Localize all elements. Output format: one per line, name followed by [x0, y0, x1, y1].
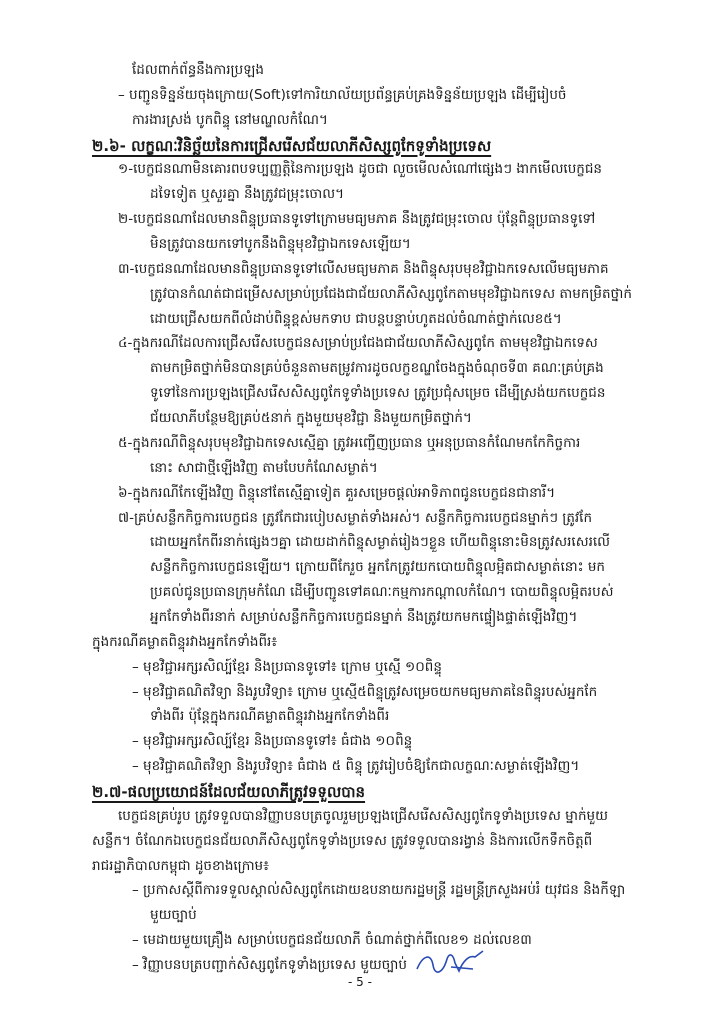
intro-line: – បញ្ជូនទិន្នន័យចុងក្រោយ(Soft)ទៅការិយាល័យប្រព័ន្ធគ្រប់គ្រងទិន្នន័យប្រឡង ដើម្បីរៀបចំ — [118, 86, 567, 103]
paragraph-line: សន្លឹកកិច្ចការបេក្ខជនឡើយ។ ក្រោយពីកែរួច អ្នកកែត្រូវយកបោយពិន្ទុលម្អិតជាសម្ងាត់នោះ មក — [150, 559, 605, 576]
paragraph-line: នោះ សាជាថ្មីឡើងវិញ តាមបែបកំណែសម្ងាត់។ — [150, 459, 378, 476]
bullet-line: – មុខវិជ្ជាគណិតវិទ្យា និងរូបវិទ្យា៖ ក្រោម ឬស្មើ៥ពិន្ទុត្រូវសម្រេចយកមធ្យមភាគនៃពិន្ទុរបស់អ្នកកែ — [132, 683, 598, 700]
page-number: - 5 - — [348, 975, 372, 989]
paragraph-line: អ្នកកែទាំងពីរនាក់ សម្រាប់សន្លឹកកិច្ចការបេក្ខជនម្នាក់ នឹងត្រូវយកមកផ្ទៀងផ្ទាត់ឡើងវិញ។ — [150, 608, 578, 625]
paragraph-line: ១-បេក្ខជនណាមិនគោរពបទប្បញ្ញត្តិនៃការប្រឡង ដូចជា លួចមើលសំណៅផ្សេងៗ ងាកមើលបេក្ខជន — [118, 161, 602, 178]
signature-icon — [413, 947, 488, 977]
signature-stroke — [417, 951, 483, 972]
paragraph-line: ទាំងពីរ ប៉ុន្តែក្នុងករណីគម្លាតពិន្ទុរវាងអ្នកកែទាំងពីរ — [150, 708, 390, 725]
paragraph-line: ៦-ក្នុងករណីកែឡើងវិញ ពិន្ទុនៅតែស្មើគ្នាទៀត គួរសម្រេចផ្តល់អាទិភាពជូនបេក្ខជនជានារី។ — [118, 484, 556, 501]
paragraph-line: រាជរដ្ឋាភិបាលកម្ពុជា ដូចខាងក្រោម៖ — [92, 857, 270, 874]
paragraph-line: ក្នុងករណីគម្លាតពិន្ទុរវាងអ្នកកែទាំងពីរ៖ — [92, 633, 278, 650]
paragraph-line: ដទៃទៀត ឬសួរគ្នា នឹងត្រូវជម្រុះចោល។ — [150, 186, 345, 203]
intro-line: ការងារស្រង់ បូកពិន្ទុ នៅមណ្ឌលកំណែ។ — [132, 111, 328, 128]
section-heading-2-6: ២.៦- លក្ខណៈវិនិច្ឆ័យនៃការជ្រើសរើសជ័យលាភីសិស្សពូកែទូទាំងប្រទេស — [92, 136, 492, 155]
intro-line: ដែលពាក់ព័ន្ធនឹងការប្រឡង — [132, 62, 264, 78]
paragraph-line: បេក្ខជនគ្រប់រូប ត្រូវទទួលបានវិញ្ញាបនបត្រចូលរួមប្រឡងជ្រើសរើសសិស្សពូកែទូទាំងប្រទេស ម្នាក់មួយ — [118, 807, 608, 824]
paragraph-line: មិនត្រូវបានយកទៅបូកនឹងពិន្ទុមុខវិជ្ជាឯកទេសឡើយ។ — [150, 236, 411, 253]
bullet-line: – វិញ្ញាបនបត្របញ្ជាក់សិស្សពូកែទូទាំងប្រទេស មួយច្បាប់ — [132, 957, 407, 973]
paragraph-line: មួយច្បាប់ — [150, 907, 197, 924]
paragraph-line: តាមកម្រិតថ្នាក់មិនបានគ្រប់ចំនួនតាមតម្រូវការដូចលក្ខខណ្ឌចែងក្នុងចំណុចទី៣ គណៈគ្រប់គ្រង — [150, 360, 604, 377]
bullet-line: – មុខវិជ្ជាគណិតវិទ្យា និងរូបវិទ្យា៖ ធំជាង ៥ ពិន្ទុ ត្រូវរៀបចំឱ្យកែជាលក្ខណៈសម្ងាត់ឡើងវិញ។ — [132, 758, 580, 775]
bullet-line: – មុខវិជ្ជាអក្សរសិល្ប៍ខ្មែរ និងប្រធានទូទៅ៖ ធំជាង ១០ពិន្ទុ — [132, 733, 413, 750]
bullet-line: – ប្រកាសស្តីពីការទទួលស្គាល់សិស្សពូកែដោយឧបនាយករដ្ឋមន្ត្រី រដ្ឋមន្ត្រីក្រសួងអប់រំ យុវជន និងកីឡា — [132, 882, 626, 899]
paragraph-line: សន្លឹក។ ចំណែកឯបេក្ខជនជ័យលាភីសិស្សពូកែទូទាំងប្រទេស ត្រូវទទួលបានរង្វាន់ និងការលើកទឹកចិត្តពី — [92, 832, 593, 849]
paragraph-line: ប្រគល់ជូនប្រធានក្រុមកំណែ ដើម្បីបញ្ជូនទៅគណៈកម្មការកណ្តាលកំណែ។ បោយពិន្ទុលម្អិតរបស់ — [150, 584, 614, 601]
paragraph-line: ត្រូវបានកំណត់ជាជម្រើសសម្រាប់ប្រជែងជាជ័យលាភីសិស្សពូកែតាមមុខវិជ្ជាឯកទេស តាមកម្រិតថ្នាក់ — [150, 285, 632, 302]
paragraph-line: ៧-គ្រប់សន្លឹកកិច្ចការបេក្ខជន ត្រូវកែជារបៀបសម្ងាត់ទាំងអស់។ សន្លឹកកិច្ចការបេក្ខជនម្នាក់ៗ ត្រូវកែ — [118, 509, 593, 526]
paragraph-line: ដោយអ្នកកែពីរនាក់ផ្សេងៗគ្នា ដោយដាក់ពិន្ទុសម្ងាត់រៀងៗខ្លួន ហើយពិន្ទុនោះមិនត្រូវសរសេរលើ — [150, 534, 610, 551]
paragraph-line: ៣-បេក្ខជនណាដែលមានពិន្ទុប្រធានទូទៅលើសមធ្យមភាគ និងពិន្ទុសរុបមុខវិជ្ជាឯកទេសលើមធ្យមភាគ — [118, 260, 609, 277]
paragraph-line: ទូទៅនៃការប្រឡងជ្រើសរើសសិស្សពូកែទូទាំងប្រទេស ត្រូវប្រជុំសម្រេច ដើម្បីស្រង់យកបេក្ខជន — [150, 385, 606, 402]
bullet-line: – មុខវិជ្ជាអក្សរសិល្ប៍ខ្មែរ និងប្រធានទូទៅ៖ ក្រោម ឬស្មើ ១០ពិន្ទុ — [132, 658, 442, 675]
paragraph-line: ៥-ក្នុងករណីពិន្ទុសរុបមុខវិជ្ជាឯកទេសស្មើគ្នា ត្រូវអញ្ជើញប្រធាន ឬអនុប្រធានកំណែមកកែកិច្ចការ — [118, 434, 581, 451]
section-heading-2-7: ២.៧-ផលប្រយោជន៍ដែលជ័យលាភីត្រូវទទួលបាន — [92, 782, 366, 801]
paragraph-line: ៤-ក្នុងករណីដែលការជ្រើសរើសបេក្ខជនសម្រាប់ប្រជែងជាជ័យលាភីសិស្សពូកែ តាមមុខវិជ្ជាឯកទេស — [118, 335, 598, 352]
bullet-line: – មេដាយមួយគ្រឿង សម្រាប់បេក្ខជនជ័យលាភី ចំណាត់ថ្នាក់ពីលេខ១ ដល់លេខ៣ — [132, 932, 532, 949]
paragraph-line: ២-បេក្ខជនណាដែលមានពិន្ទុប្រធានទូទៅក្រោមមធ្យមភាគ នឹងត្រូវជម្រុះចោល ប៉ុន្តែពិន្ទុប្រធានទូទៅ — [118, 211, 596, 228]
paragraph-line: ដោយជ្រើសយកពីលំដាប់ពិន្ទុខ្ពស់មកទាប ជាបន្តបន្ទាប់ហូតដល់ចំណាត់ថ្នាក់លេខ៥។ — [150, 310, 562, 327]
paragraph-line: ជ័យលាភីបន្ថែមឱ្យគ្រប់៥នាក់ ក្នុងមួយមុខវិជ្ជា និងមួយកម្រិតថ្នាក់។ — [150, 410, 472, 427]
